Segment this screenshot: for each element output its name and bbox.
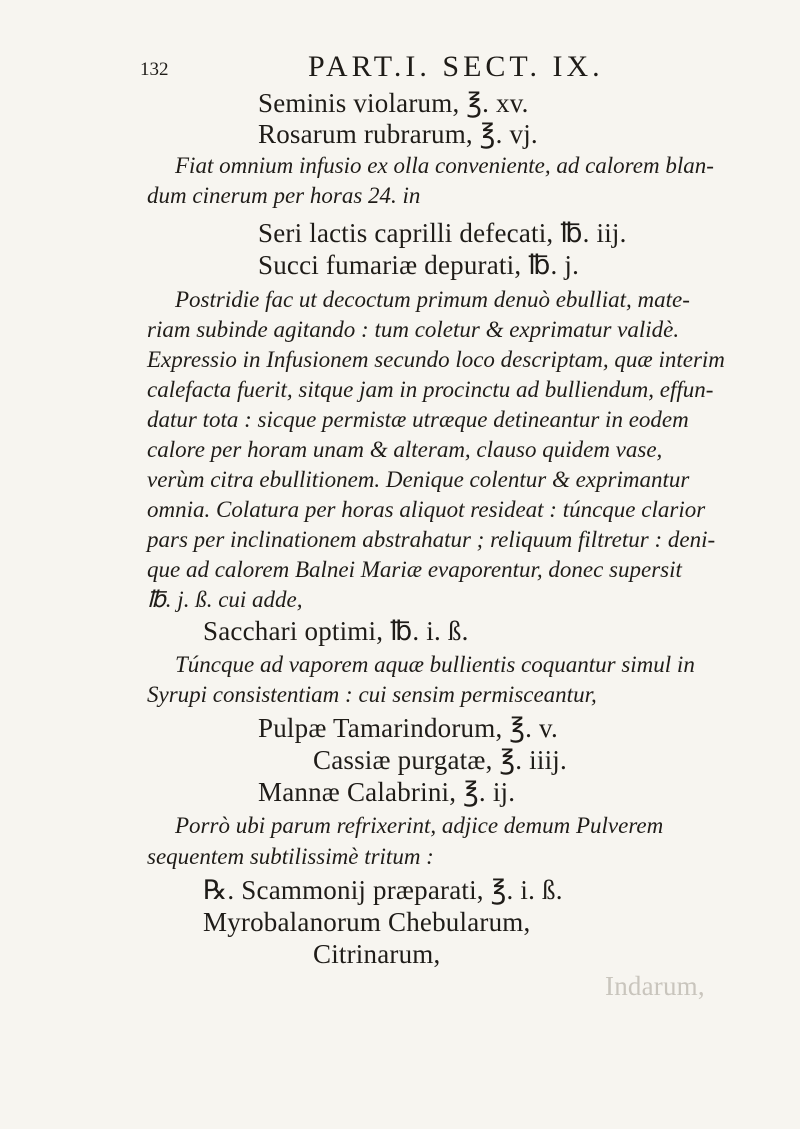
text-line: sequentem subtilissimè tritum : bbox=[147, 844, 434, 869]
text-line: Citrinarum, bbox=[313, 939, 441, 969]
running-title: PART.I. SECT. IX. bbox=[308, 50, 604, 83]
text-line: Myrobalanorum Chebularum, bbox=[203, 907, 531, 937]
page-number: 132 bbox=[140, 59, 169, 80]
text-line: Rosarum rubrarum, ℥. vj. bbox=[258, 119, 538, 149]
text-line: Succi fumariæ depurati, ℔. j. bbox=[258, 250, 580, 280]
text-line: Seri lactis caprilli defecati, ℔. iij. bbox=[258, 218, 627, 248]
text-line: datur tota : sicque permistæ utræque detineantur in eodem bbox=[147, 407, 689, 432]
text-line: Sacchari optimi, ℔. i. ß. bbox=[203, 616, 469, 646]
catchword: Indarum, bbox=[605, 971, 705, 1001]
text-line: Syrupi consistentiam : cui sensim permisceantur, bbox=[147, 682, 597, 707]
text-line: ℞. Scammonij præparati, ℥. i. ß. bbox=[203, 875, 563, 905]
text-line: riam subinde agitando : tum coletur & exprimatur validè. bbox=[147, 317, 680, 342]
text-line: Seminis violarum, ℥. xv. bbox=[258, 88, 529, 118]
text-line: Túncque ad vaporem aquæ bullientis coquantur simul in bbox=[175, 652, 695, 677]
text-line: pars per inclinationem abstrahatur ; reliquum filtretur : deni- bbox=[147, 527, 716, 552]
text-line: Cassiæ purgatæ, ℥. iiij. bbox=[313, 745, 567, 775]
text-line: Pulpæ Tamarindorum, ℥. v. bbox=[258, 713, 558, 743]
text-line: Fiat omnium infusio ex olla conveniente, ad calorem blan- bbox=[175, 153, 714, 178]
text-line: que ad calorem Balnei Mariæ evaporentur, donec supersit bbox=[147, 557, 682, 582]
text-line: ℔. j. ß. cui adde, bbox=[147, 587, 303, 612]
text-line: Porrò ubi parum refrixerint, adjice demum Pulverem bbox=[175, 813, 664, 838]
text-line: dum cinerum per horas 24. in bbox=[147, 183, 421, 208]
text-line: Postridie fac ut decoctum primum denuò ebulliat, mate- bbox=[175, 287, 690, 312]
text-line: Expressio in Infusionem secundo loco descriptam, quæ interim bbox=[147, 347, 725, 372]
text-line: calefacta fuerit, sitque jam in procinctu ad bulliendum, effun- bbox=[147, 377, 714, 402]
text-line: omnia. Colatura per horas aliquot resideat : túncque clarior bbox=[147, 497, 706, 522]
text-line: verùm citra ebullitionem. Denique colentur & exprimantur bbox=[147, 467, 690, 492]
text-line: Mannæ Calabrini, ℥. ij. bbox=[258, 777, 516, 807]
text-line: calore per horam unam & alteram, clauso quidem vase, bbox=[147, 437, 663, 462]
